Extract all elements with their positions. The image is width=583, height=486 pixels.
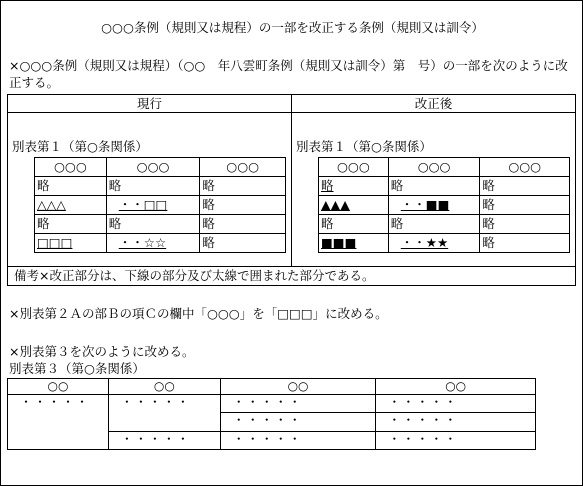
cell: 略 [480, 176, 570, 195]
cell: ・・・・・ [220, 413, 376, 431]
current-col-header: ○○○ [106, 157, 200, 176]
cell: 略 [319, 214, 389, 233]
table3-col-header: ○○ [8, 379, 109, 395]
revised-col-header: ○○○ [319, 157, 389, 176]
remarks-note: 備考×改正部分は、下線の部分及び太線で囲まれた部分である。 [8, 267, 576, 286]
underlined-text: ・・★★ [400, 234, 449, 250]
intro-paragraph: ×○○○条例（規則又は規程）（○○ 年八雲町条例（規則又は訓令）第 号）の一部を次のように改正する。 [9, 58, 568, 90]
current-table-caption: 別表第１（第○条関係） [12, 139, 148, 154]
cell: 略 [200, 214, 286, 233]
cell: 略 [106, 176, 200, 195]
cell: 略 [106, 214, 200, 233]
revised-table-caption: 別表第１（第○条関係） [296, 139, 432, 154]
underlined-text: ▲▲▲ [321, 196, 350, 212]
cell [35, 195, 107, 214]
table3-col-header: ○○ [220, 379, 376, 395]
cell: ・・・・・ [220, 431, 376, 449]
amendment-paragraph-1: ×別表第２Ａの部Ｂの項Ｃの欄中「○○○」を「□□□」に改める。 [9, 306, 388, 321]
table-row [35, 195, 286, 214]
table3-col-header: ○○ [376, 379, 536, 395]
revised-col-header: ○○○ [388, 157, 480, 176]
cell: 略 [388, 176, 480, 195]
cell: 略 [388, 214, 480, 233]
appendix-table-3 [7, 378, 536, 450]
cell: 略 [480, 214, 570, 233]
cell: 略 [480, 233, 570, 252]
current-inner-table [34, 157, 286, 253]
cell [319, 176, 389, 195]
table-row [35, 233, 286, 252]
table-row [8, 395, 536, 413]
table-row [35, 176, 286, 195]
cell: 略 [200, 233, 286, 252]
cell: 略 [480, 195, 570, 214]
revised-side [292, 113, 576, 267]
cell [319, 195, 389, 214]
cell: ・・・・・ [376, 413, 536, 431]
revised-inner-table [318, 157, 570, 253]
table-row [319, 214, 570, 233]
cell: 略 [35, 176, 107, 195]
underlined-text: ・・■■ [400, 196, 450, 212]
cell [388, 195, 480, 214]
underlined-text: 略 [321, 177, 334, 193]
cell: ・・・・・ [220, 395, 376, 413]
cell [106, 233, 200, 252]
cell [35, 233, 107, 252]
cell [388, 233, 480, 252]
underlined-text: □□□ [37, 234, 73, 250]
current-col-header: ○○○ [200, 157, 286, 176]
table-row [319, 176, 570, 195]
underlined-text: ・・□□ [118, 196, 168, 212]
cell: 略 [200, 176, 286, 195]
current-side [8, 113, 292, 267]
revised-col-header: ○○○ [480, 157, 570, 176]
underlined-text: ■■■ [321, 234, 357, 250]
cell: 略 [200, 195, 286, 214]
table-row [319, 233, 570, 252]
current-col-header: ○○○ [35, 157, 107, 176]
document-title: ○○○条例（規則又は規程）の一部を改正する条例（規則又は訓令） [101, 20, 484, 35]
cell: ・・・・・ [108, 395, 220, 432]
cell [319, 233, 389, 252]
table-row [319, 195, 570, 214]
table-row [35, 214, 286, 233]
comparison-table [7, 94, 576, 286]
header-revised: 改正後 [292, 95, 576, 113]
underlined-text: △△△ [37, 196, 66, 212]
cell: ・・・・・ [376, 395, 536, 413]
table3-col-header: ○○ [108, 379, 220, 395]
cell: ・・・・・ [376, 431, 536, 449]
header-current: 現行 [8, 95, 292, 113]
cell: ・・・・・ [8, 395, 109, 450]
cell: 略 [35, 214, 107, 233]
underlined-text: ・・☆☆ [118, 234, 167, 250]
table3-caption: 別表第３（第○条関係） [9, 361, 145, 376]
cell: ・・・・・ [108, 431, 220, 449]
amendment-paragraph-2: ×別表第３を次のように改める。 [9, 344, 195, 359]
cell [106, 195, 200, 214]
